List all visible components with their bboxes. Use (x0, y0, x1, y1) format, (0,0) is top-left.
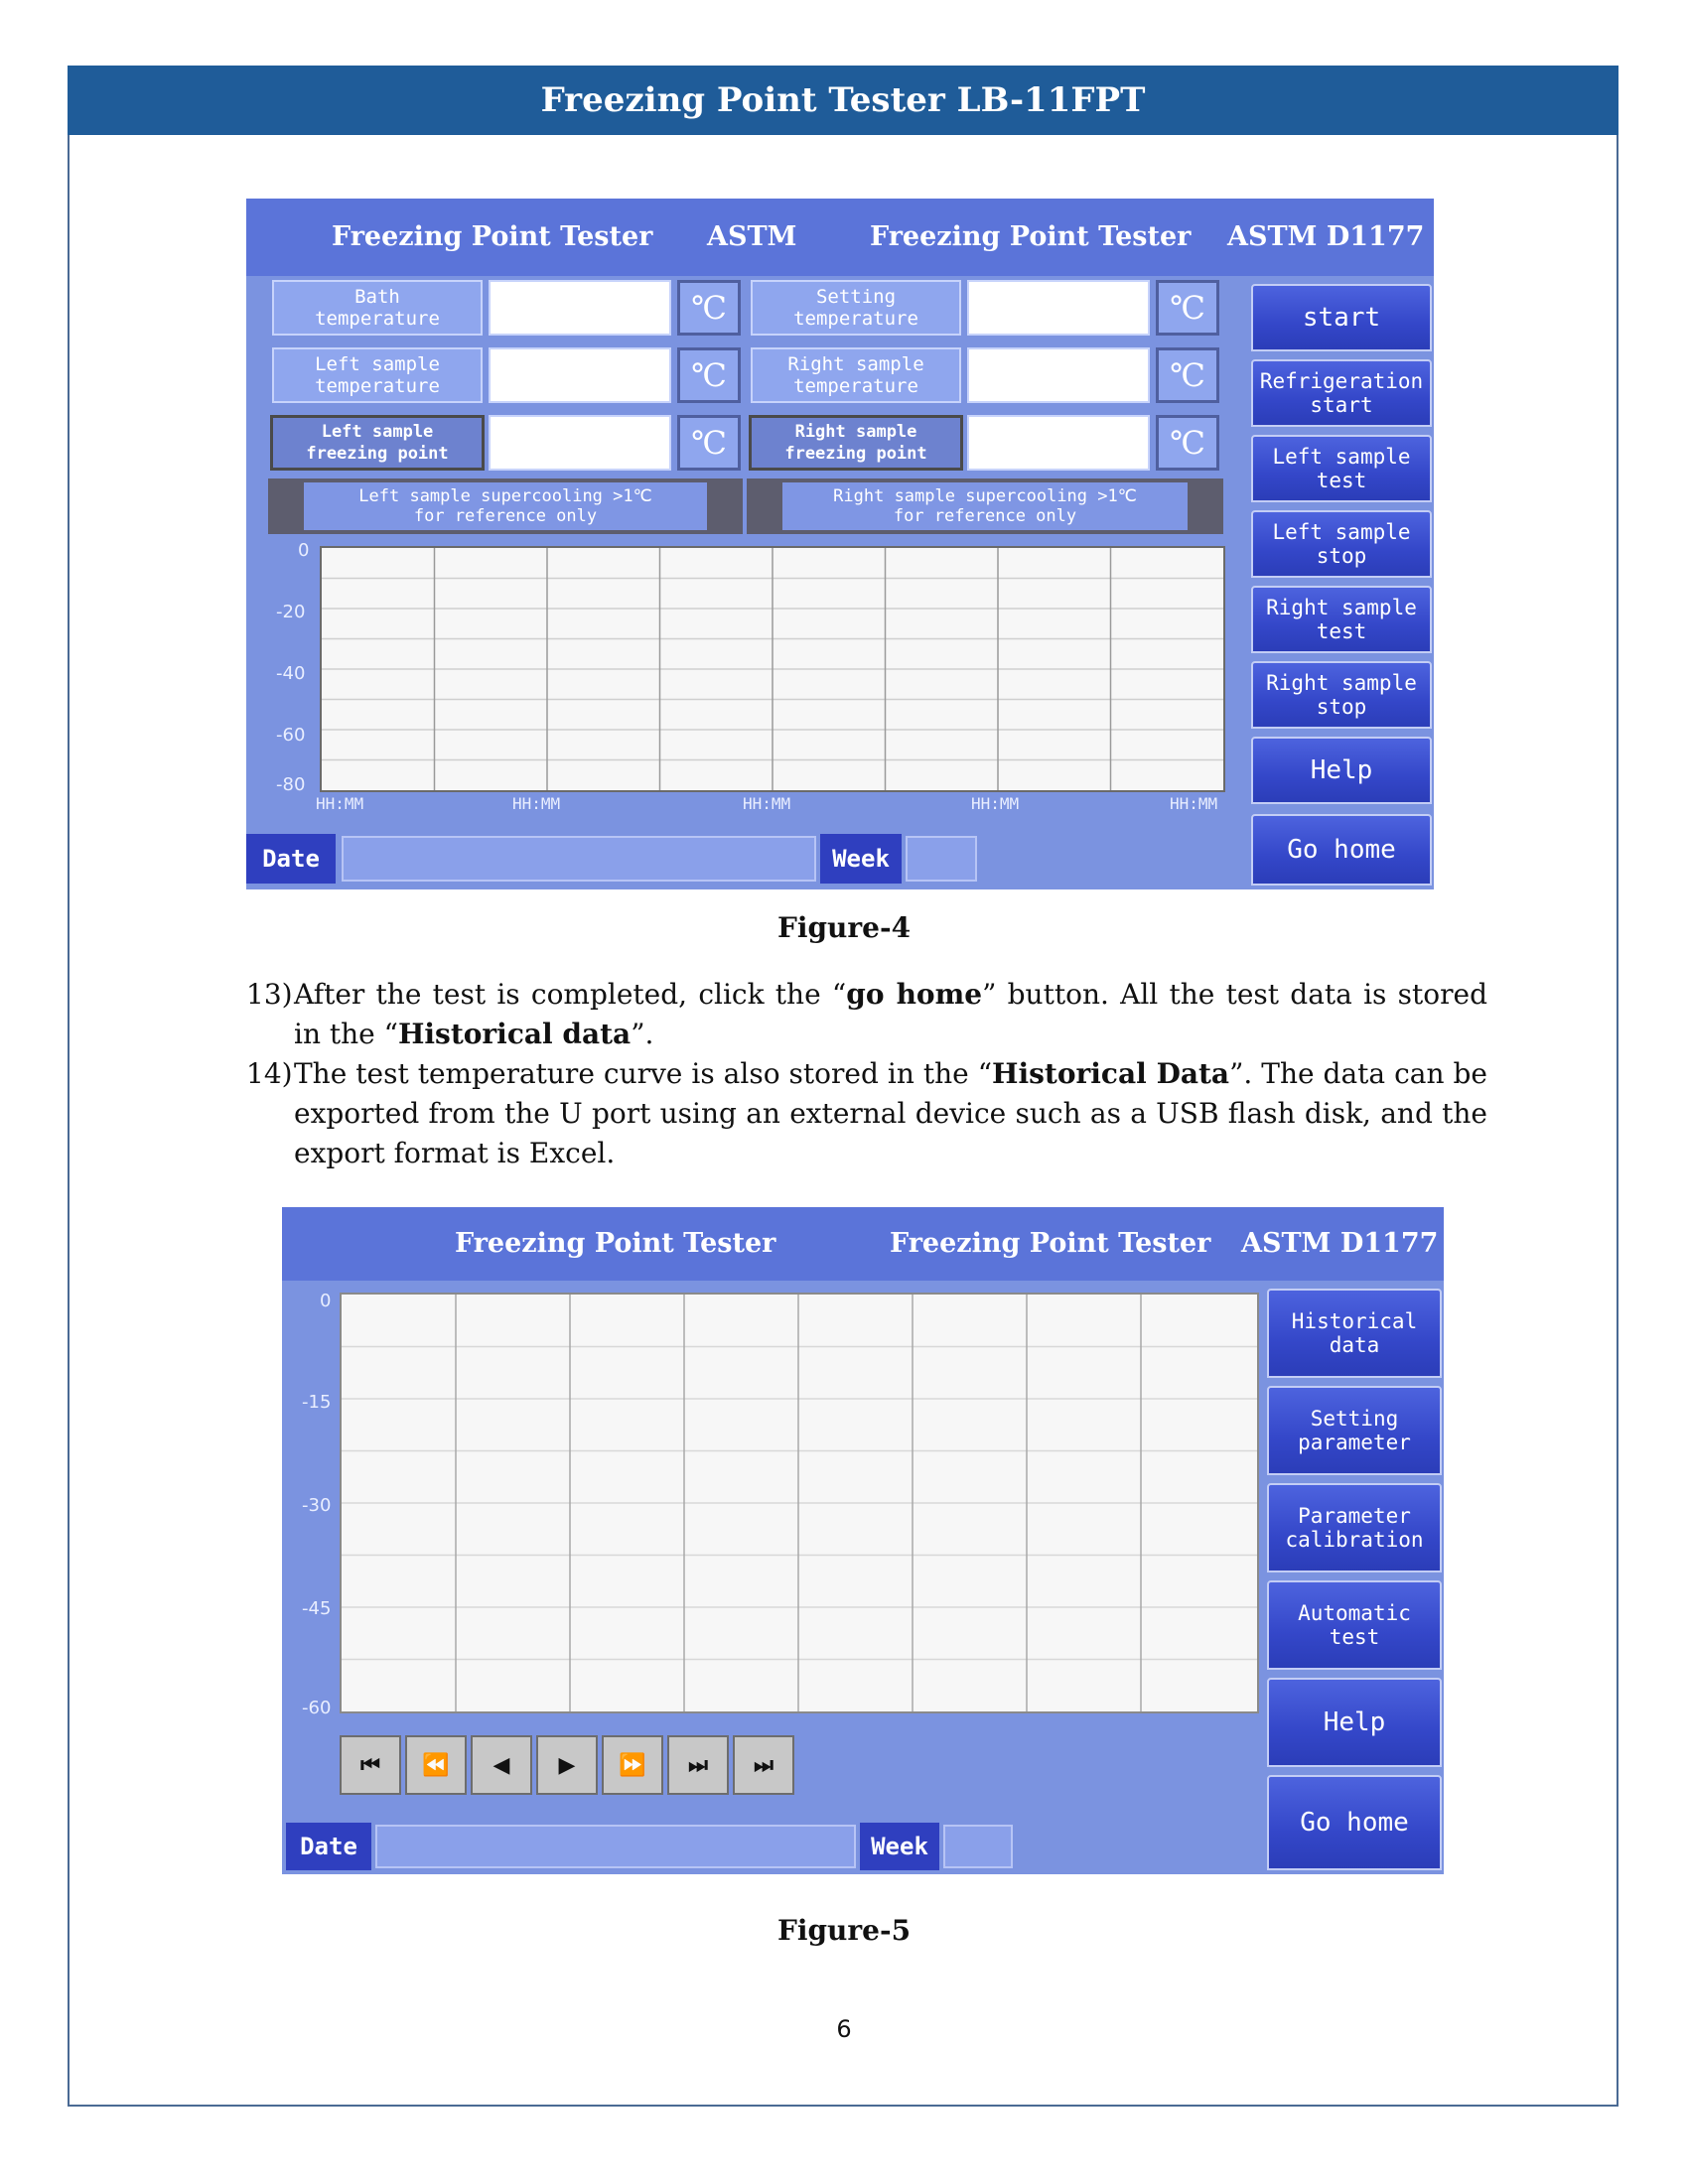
celsius-unit: ℃ (1156, 347, 1219, 403)
help-button[interactable]: Help (1251, 737, 1432, 804)
instruction-13: 13) After the test is completed, click the “go home” button. All the test data is stored in the “Historical data”. (246, 978, 1488, 1050)
y-tick-label: 0 (320, 1291, 332, 1311)
start-button[interactable]: start (1251, 284, 1432, 351)
step-back-button[interactable] (471, 1735, 532, 1795)
screen-title-bar (282, 1207, 1444, 1281)
right-sample-stop-button[interactable]: Right sample stop (1251, 661, 1432, 729)
instruction-14: 14) The test temperature curve is also stored in the “Historical Data”. The data can be exported from the U port using an external device such as a USB flash disk, and the export format is Excel. (246, 1057, 1488, 1169)
right-sample-temperature-label: Right sample temperature (751, 347, 961, 403)
y-tick-label: -60 (276, 725, 306, 746)
y-tick-label: -60 (302, 1698, 332, 1718)
y-tick-label: -40 (276, 663, 306, 684)
left-sample-temperature-field (489, 347, 671, 403)
play-button[interactable] (536, 1735, 598, 1795)
date-field (342, 836, 816, 882)
step-back-icon: ◀ (492, 1752, 510, 1778)
title-item: Freezing Point Tester (870, 221, 1192, 252)
skip-start-button[interactable] (340, 1735, 401, 1795)
parameter-calibration-button[interactable]: Parameter calibration (1267, 1483, 1442, 1572)
right-sample-freezing-point-field (967, 415, 1150, 471)
setting-parameter-button[interactable]: Setting parameter (1267, 1386, 1442, 1475)
setting-temperature-field (967, 280, 1150, 336)
celsius-unit: ℃ (677, 280, 741, 336)
x-tick-label: HH:MM (971, 794, 1020, 813)
title-item: Freezing Point Tester (455, 1228, 776, 1259)
y-tick-label: 0 (298, 540, 310, 561)
skip-marker-icon: ⏭ (754, 1752, 774, 1778)
date-field (375, 1825, 856, 1868)
title-item: ASTM (707, 221, 797, 252)
bath-temperature-field (489, 280, 671, 336)
left-sample-freezing-point-label: Left sample freezing point (270, 415, 485, 471)
go-home-button[interactable]: Go home (1251, 814, 1432, 886)
figure-4-caption: Figure-4 (776, 911, 912, 944)
setting-temperature-label: Setting temperature (751, 280, 961, 336)
left-sample-freezing-point-field (489, 415, 671, 471)
celsius-unit: ℃ (677, 347, 741, 403)
skip-end-icon: ⏭ (688, 1752, 708, 1778)
date-label: Date (286, 1823, 371, 1870)
figure-5-caption: Figure-5 (776, 1914, 912, 1947)
figure-5-screen (282, 1207, 1444, 1874)
go-home-button[interactable]: Go home (1267, 1775, 1442, 1870)
figure-4-screen (246, 199, 1434, 889)
rewind-icon: ⏪ (422, 1752, 450, 1778)
fast-forward-button[interactable] (602, 1735, 663, 1795)
week-label: Week (820, 834, 902, 884)
right-supercooling-indicator: Right sample supercooling >1℃ for reference only (747, 478, 1223, 534)
week-field (943, 1825, 1013, 1868)
right-sample-temperature-field (967, 347, 1150, 403)
document-header: Freezing Point Tester LB-11FPT (68, 66, 1618, 135)
historical-data-button[interactable]: Historical data (1267, 1289, 1442, 1378)
help-button[interactable]: Help (1267, 1678, 1442, 1767)
celsius-unit: ℃ (1156, 280, 1219, 336)
left-sample-test-button[interactable]: Left sample test (1251, 435, 1432, 502)
x-tick-label: HH:MM (316, 794, 364, 813)
x-tick-label: HH:MM (743, 794, 791, 813)
title-item: ASTM D1177 (1227, 221, 1425, 252)
screen-title-bar (246, 199, 1434, 276)
week-label: Week (860, 1823, 939, 1870)
celsius-unit: ℃ (677, 415, 741, 471)
title-item: Freezing Point Tester (332, 221, 653, 252)
right-sample-freezing-point-label: Right sample freezing point (749, 415, 963, 471)
historical-graph (340, 1293, 1259, 1713)
celsius-unit: ℃ (1156, 415, 1219, 471)
left-sample-temperature-label: Left sample temperature (272, 347, 483, 403)
x-tick-label: HH:MM (512, 794, 561, 813)
bath-temperature-label: Bath temperature (272, 280, 483, 336)
y-tick-label: -30 (302, 1495, 332, 1516)
left-sample-stop-button[interactable]: Left sample stop (1251, 510, 1432, 578)
skip-end-button[interactable] (667, 1735, 729, 1795)
play-icon: ▶ (558, 1752, 576, 1778)
y-tick-label: -80 (276, 774, 306, 795)
temperature-graph (320, 546, 1225, 792)
week-field (906, 836, 977, 882)
title-item: Freezing Point Tester (890, 1228, 1211, 1259)
x-tick-label: HH:MM (1170, 794, 1218, 813)
title-item: ASTM D1177 (1241, 1228, 1439, 1259)
skip-start-icon: ⏮ (360, 1752, 380, 1778)
y-tick-label: -15 (302, 1392, 332, 1413)
date-label: Date (246, 834, 336, 884)
right-sample-test-button[interactable]: Right sample test (1251, 586, 1432, 653)
automatic-test-button[interactable]: Automatic test (1267, 1580, 1442, 1670)
left-supercooling-indicator: Left sample supercooling >1℃ for reference only (268, 478, 743, 534)
page-number: 6 (836, 2015, 852, 2043)
rewind-button[interactable] (405, 1735, 467, 1795)
refrigeration-start-button[interactable]: Refrigeration start (1251, 359, 1432, 427)
y-tick-label: -20 (276, 602, 306, 622)
skip-marker-button[interactable] (733, 1735, 794, 1795)
y-tick-label: -45 (302, 1598, 332, 1619)
fast-forward-icon: ⏩ (619, 1752, 646, 1778)
